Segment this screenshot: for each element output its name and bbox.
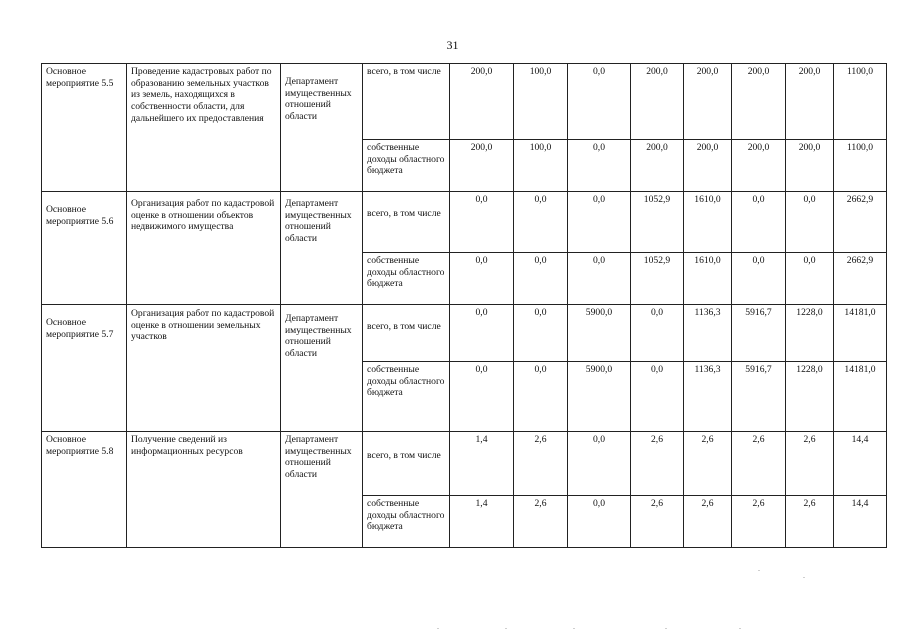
program-events-table xyxy=(41,63,887,548)
value-cell: 2,6 xyxy=(732,432,786,496)
table-row xyxy=(42,64,887,140)
value-cell: 0,0 xyxy=(631,362,684,432)
value-cell: 14,4 xyxy=(834,496,887,548)
value-cell: 0,0 xyxy=(732,253,786,305)
executor-cell: Департамент имущественных отношений области xyxy=(281,305,363,432)
value-cell: 1228,0 xyxy=(786,305,834,362)
value-cell: 1610,0 xyxy=(684,253,732,305)
scan-speck xyxy=(505,628,507,629)
value-cell: 100,0 xyxy=(514,64,568,140)
event-description-cell: Организация работ по кадастровой оценке в отношении объектов недвижимого имущества xyxy=(127,192,281,305)
value-cell: 0,0 xyxy=(631,305,684,362)
value-cell: 200,0 xyxy=(450,64,514,140)
event-name-cell: Основное мероприятие 5.6 xyxy=(42,192,127,305)
value-cell: 2,6 xyxy=(732,496,786,548)
value-cell: 200,0 xyxy=(786,64,834,140)
funding-source-own: собственные доходы областного бюджета xyxy=(363,140,450,192)
page-number: 31 xyxy=(446,38,459,52)
value-cell: 200,0 xyxy=(631,64,684,140)
value-cell: 5916,7 xyxy=(732,362,786,432)
value-cell: 0,0 xyxy=(732,192,786,253)
funding-source-total: всего, в том числе xyxy=(363,305,450,362)
funding-source-total: всего, в том числе xyxy=(363,432,450,496)
value-cell: 100,0 xyxy=(514,140,568,192)
value-cell: 0,0 xyxy=(450,362,514,432)
value-cell: 0,0 xyxy=(450,253,514,305)
value-cell: 0,0 xyxy=(568,253,631,305)
value-cell: 2,6 xyxy=(684,432,732,496)
scan-speck xyxy=(437,628,439,629)
value-cell: 0,0 xyxy=(786,192,834,253)
scan-speck xyxy=(573,628,575,629)
event-description-cell: Организация работ по кадастровой оценке в отношении земельных участков xyxy=(127,305,281,432)
value-cell: 0,0 xyxy=(568,192,631,253)
value-cell: 14181,0 xyxy=(834,305,887,362)
scan-speck xyxy=(739,628,741,629)
value-cell: 14181,0 xyxy=(834,362,887,432)
value-cell: 14,4 xyxy=(834,432,887,496)
table-body xyxy=(42,64,887,548)
event-name-cell: Основное мероприятие 5.7 xyxy=(42,305,127,432)
value-cell: 1052,9 xyxy=(631,192,684,253)
value-cell: 0,0 xyxy=(568,140,631,192)
value-cell: 2,6 xyxy=(786,432,834,496)
event-name-cell: Основное мероприятие 5.5 xyxy=(42,64,127,192)
funding-source-total: всего, в том числе xyxy=(363,64,450,140)
value-cell: 200,0 xyxy=(684,64,732,140)
value-cell: 2,6 xyxy=(786,496,834,548)
value-cell: 200,0 xyxy=(732,64,786,140)
value-cell: 0,0 xyxy=(568,432,631,496)
value-cell: 200,0 xyxy=(786,140,834,192)
funding-source-total: всего, в том числе xyxy=(363,192,450,253)
value-cell: 1,4 xyxy=(450,496,514,548)
value-cell: 5916,7 xyxy=(732,305,786,362)
scan-speck xyxy=(803,577,805,578)
table-row xyxy=(42,192,887,253)
scan-speck xyxy=(665,628,667,629)
value-cell: 1610,0 xyxy=(684,192,732,253)
funding-source-own: собственные доходы областного бюджета xyxy=(363,253,450,305)
value-cell: 0,0 xyxy=(514,305,568,362)
value-cell: 2,6 xyxy=(631,496,684,548)
value-cell: 5900,0 xyxy=(568,305,631,362)
executor-cell: Департамент имущественных отношений области xyxy=(281,64,363,192)
value-cell: 1052,9 xyxy=(631,253,684,305)
value-cell: 0,0 xyxy=(568,496,631,548)
value-cell: 0,0 xyxy=(514,192,568,253)
scan-speck xyxy=(758,570,760,571)
value-cell: 1136,3 xyxy=(684,362,732,432)
value-cell: 200,0 xyxy=(631,140,684,192)
value-cell: 1228,0 xyxy=(786,362,834,432)
value-cell: 200,0 xyxy=(732,140,786,192)
value-cell: 200,0 xyxy=(450,140,514,192)
value-cell: 0,0 xyxy=(450,305,514,362)
executor-cell: Департамент имущественных отношений области xyxy=(281,192,363,305)
event-name-cell: Основное мероприятие 5.8 xyxy=(42,432,127,548)
value-cell: 0,0 xyxy=(514,362,568,432)
value-cell: 2,6 xyxy=(514,496,568,548)
value-cell: 5900,0 xyxy=(568,362,631,432)
value-cell: 0,0 xyxy=(786,253,834,305)
event-description-cell: Получение сведений из информационных ресурсов xyxy=(127,432,281,548)
value-cell: 200,0 xyxy=(684,140,732,192)
table-row xyxy=(42,432,887,496)
value-cell: 1,4 xyxy=(450,432,514,496)
event-description-cell: Проведение кадастровых работ по образованию земельных участков из земель, находящихся в собственности области, для дальнейшего их предоставления xyxy=(127,64,281,192)
value-cell: 0,0 xyxy=(568,64,631,140)
value-cell: 2,6 xyxy=(631,432,684,496)
funding-source-own: собственные доходы областного бюджета xyxy=(363,362,450,432)
funding-source-own: собственные доходы областного бюджета xyxy=(363,496,450,548)
table-row xyxy=(42,305,887,362)
value-cell: 2,6 xyxy=(684,496,732,548)
value-cell: 2,6 xyxy=(514,432,568,496)
value-cell: 2662,9 xyxy=(834,192,887,253)
value-cell: 1100,0 xyxy=(834,64,887,140)
value-cell: 0,0 xyxy=(514,253,568,305)
value-cell: 0,0 xyxy=(450,192,514,253)
value-cell: 1100,0 xyxy=(834,140,887,192)
value-cell: 1136,3 xyxy=(684,305,732,362)
executor-cell: Департамент имущественных отношений области xyxy=(281,432,363,548)
value-cell: 2662,9 xyxy=(834,253,887,305)
